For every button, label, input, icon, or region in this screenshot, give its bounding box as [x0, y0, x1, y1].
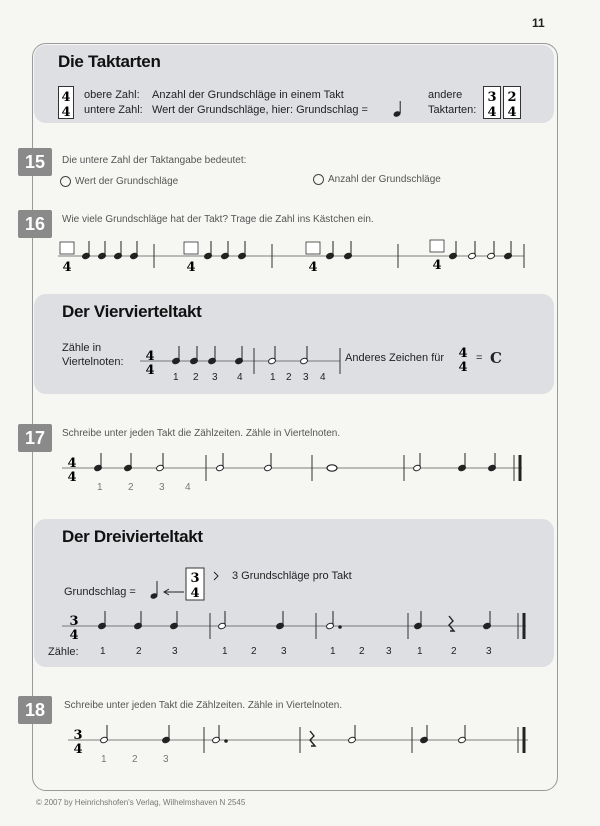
- svg-text:4: 4: [73, 742, 83, 757]
- task-18-prompt: Schreibe unter jeden Takt die Zählzeiten. Zähle in Viertelnoten.: [64, 700, 343, 711]
- svg-text:4: 4: [67, 470, 77, 485]
- svg-text:2: 2: [507, 90, 517, 105]
- svg-text:3: 3: [487, 90, 497, 105]
- time-signatures-3-4-2-4-icon: [483, 86, 523, 120]
- svg-text:4: 4: [190, 586, 200, 601]
- count-4-4-1: 1: [173, 372, 179, 383]
- task-16-prompt: Wie viele Grundschläge hat der Takt? Trage die Zahl ins Kästchen ein.: [62, 214, 374, 225]
- section-title-taktarten: Die Taktarten: [58, 52, 161, 71]
- time-signature-4-4-icon: [58, 86, 76, 120]
- time-signature-4-4-inline-icon: [456, 344, 470, 374]
- count-3-4-6: 3: [281, 646, 287, 657]
- svg-text:4: 4: [69, 628, 79, 643]
- task-15-prompt: Die untere Zahl der Taktangabe bedeutet:: [62, 155, 247, 166]
- svg-text:4: 4: [145, 363, 155, 378]
- task-number-15: 15: [18, 148, 52, 176]
- svg-text:4: 4: [62, 260, 72, 275]
- section-title-dreivierteltakt: Der Dreivierteltakt: [62, 527, 203, 546]
- quarter-note-icon: [393, 100, 403, 118]
- other-sign-text: Anderes Zeichen für: [345, 352, 445, 364]
- task-18-count-1: 1: [101, 754, 107, 765]
- count-4-4-7: 3: [303, 372, 309, 383]
- radio-circle-icon[interactable]: [60, 176, 71, 187]
- lower-number-label: untere Zahl:: [84, 104, 143, 116]
- svg-text:4: 4: [458, 346, 468, 361]
- footer-copyright: © 2007 by Heinrichshofen's Verlag, Wilhelmshaven N 2545: [36, 798, 246, 807]
- option-a-label: Wert der Grundschläge: [75, 176, 179, 188]
- task-18-count-2: 2: [132, 754, 138, 765]
- count-4-4-2: 2: [193, 372, 199, 383]
- count-3-4-2: 2: [136, 646, 142, 657]
- count-3-4-9: 3: [386, 646, 392, 657]
- equals-sign: =: [476, 352, 483, 364]
- svg-text:4: 4: [308, 260, 318, 275]
- task-17-count-3: 3: [159, 482, 165, 493]
- task-17-count-4: 4: [185, 482, 191, 493]
- section-title-viervierteltakt: Der Viervierteltakt: [62, 302, 202, 321]
- count-4-4-6: 2: [286, 372, 292, 383]
- svg-text:4: 4: [507, 105, 517, 120]
- count-4-4-4: 4: [237, 372, 243, 383]
- dreivierteltakt-staff: [62, 604, 532, 644]
- page-number: 11: [532, 16, 545, 30]
- count-4-4-5: 1: [270, 372, 276, 383]
- task-17-count-2: 2: [128, 482, 134, 493]
- count-3-4-3: 3: [172, 646, 178, 657]
- radio-circle-icon[interactable]: [313, 174, 324, 185]
- svg-text:4: 4: [487, 105, 497, 120]
- count-label-line1: Zähle in: [62, 342, 102, 354]
- task-17-prompt: Schreibe unter jeden Takt die Zählzeiten. Zähle in Viertelnoten.: [62, 428, 341, 439]
- count-3-4-8: 2: [359, 646, 365, 657]
- option-b-label: Anzahl der Grundschläge: [328, 174, 441, 186]
- task-16-staff: [58, 236, 528, 276]
- svg-text:4: 4: [67, 456, 77, 471]
- count-label-line2: Viertelnoten:: [62, 356, 124, 368]
- beat-quarter-note-arrow-icon: [148, 566, 228, 602]
- other-label-1: andere: [428, 89, 463, 101]
- count-3-4-1: 1: [100, 646, 106, 657]
- task-15-option-a[interactable]: [60, 176, 178, 187]
- upper-number-label: obere Zahl:: [84, 89, 140, 101]
- beat-label: Grundschlag =: [64, 586, 136, 598]
- svg-text:3: 3: [190, 571, 200, 586]
- svg-text:4: 4: [61, 90, 71, 105]
- lower-number-text: Wert der Grundschläge, hier: Grundschlag =: [152, 104, 368, 116]
- common-time-c-symbol: C: [490, 349, 502, 367]
- count-3-4-12: 3: [486, 646, 492, 657]
- task-number-18: 18: [18, 696, 52, 724]
- beat-text: 3 Grundschläge pro Takt: [232, 570, 352, 582]
- count-3-4-4: 1: [222, 646, 228, 657]
- task-18-count-3: 3: [163, 754, 169, 765]
- svg-text:4: 4: [61, 105, 71, 120]
- svg-text:4: 4: [458, 360, 468, 375]
- task-15-option-b[interactable]: [313, 174, 441, 185]
- count-3-4-5: 2: [251, 646, 257, 657]
- count-3-4-10: 1: [417, 646, 423, 657]
- count-label: Zähle:: [48, 646, 79, 658]
- task-number-17: 17: [18, 424, 52, 452]
- svg-text:4: 4: [145, 349, 155, 364]
- count-3-4-7: 1: [330, 646, 336, 657]
- upper-number-text: Anzahl der Grundschläge in einem Takt: [152, 89, 344, 101]
- task-17-count-1: 1: [97, 482, 103, 493]
- task-number-16: 16: [18, 210, 52, 238]
- svg-text:3: 3: [69, 614, 79, 629]
- count-4-4-3: 3: [212, 372, 218, 383]
- svg-text:4: 4: [186, 260, 196, 275]
- count-4-4-8: 4: [320, 372, 326, 383]
- svg-text:3: 3: [73, 728, 83, 743]
- other-label-2: Taktarten:: [428, 104, 477, 116]
- count-3-4-11: 2: [451, 646, 457, 657]
- svg-text:4: 4: [432, 258, 442, 273]
